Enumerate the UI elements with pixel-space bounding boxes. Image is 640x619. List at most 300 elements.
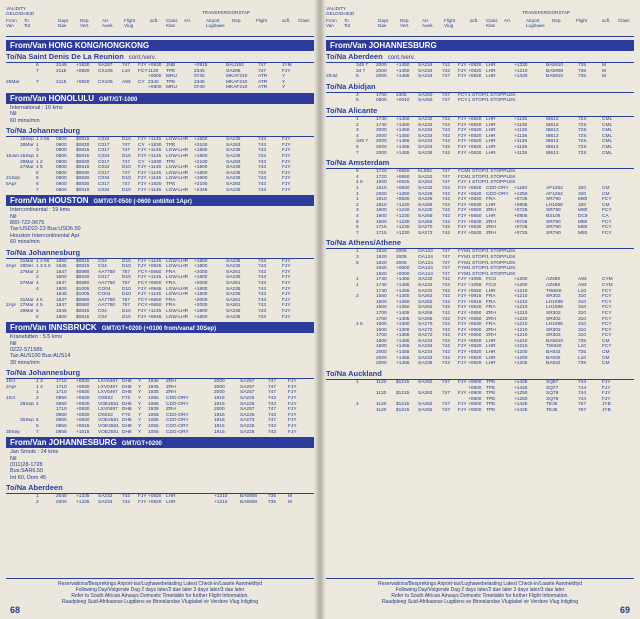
table-cell: 742 — [442, 139, 451, 145]
table-cell: 2345 — [194, 68, 205, 74]
table-cell: +1150 — [514, 185, 528, 191]
table-cell: LHR — [486, 355, 496, 361]
table-cell: +1405 — [396, 310, 410, 316]
table-cell: LGW-LHR — [166, 176, 189, 182]
table-cell: 310 — [578, 333, 587, 339]
table-cell: +0830 — [148, 63, 162, 68]
table-cell: +0945 — [148, 286, 162, 292]
table-cell: C034 — [98, 176, 110, 182]
table-cell: ZRH — [486, 310, 496, 316]
table-cell: SR790 — [546, 230, 561, 236]
table-cell: CM — [602, 191, 610, 197]
table-cell: TPE — [166, 142, 176, 148]
footer-line: Reservations/Besprekings Airport-tax/Lughawebelasting Latest Check-in/Laaste Aanmeldtyd — [57, 581, 262, 587]
table-cell: D10 — [122, 176, 131, 182]
table-cell: BS106 — [546, 213, 561, 219]
table-cell: 747 — [258, 68, 267, 74]
table-cell: SA235 — [226, 258, 241, 264]
destination-heading — [326, 238, 634, 249]
table-cell: +1455 — [396, 282, 410, 288]
table-cell: BA932 — [546, 355, 561, 361]
table-cell: SR302 — [546, 316, 561, 322]
table-cell: FJY — [282, 187, 291, 193]
table-cell: LGW-LHR — [166, 275, 189, 281]
table-cell: 1 — [356, 380, 359, 385]
table-cell: 743 — [258, 314, 267, 320]
table-cell: +1800 — [194, 258, 208, 264]
table-cell: +1145 — [148, 170, 162, 176]
table-cell: SA232 — [418, 117, 433, 122]
table-cell: 7 — [36, 79, 39, 85]
table-cell: SA226 — [418, 197, 433, 203]
table-cell: +1830 — [148, 159, 162, 165]
table-cell: +1200 — [514, 282, 528, 288]
table-row — [6, 430, 314, 436]
table-cell: 2000 — [376, 68, 387, 74]
table-cell: 1 — [36, 494, 39, 500]
table-cell: 1 — [356, 191, 359, 197]
table-cell: +1455 — [396, 355, 410, 361]
table-cell: 2000 — [376, 355, 387, 361]
table-cell: C017 — [98, 159, 110, 165]
table-cell: FYM — [458, 254, 469, 260]
table-cell: 310 — [578, 299, 587, 305]
table-cell: 310 — [578, 305, 587, 311]
table-cell: FJY — [458, 74, 467, 80]
table-cell: $1005 — [76, 286, 90, 292]
table-cell: M80 — [578, 230, 588, 236]
table-cell: SQ78 — [546, 391, 559, 397]
table-cell: 2000 — [376, 361, 387, 367]
table-cell: +0630 — [468, 322, 482, 328]
table-cell: 1 — [356, 282, 359, 288]
table-cell: 1055 — [148, 395, 159, 401]
table-cell: FJY — [458, 139, 467, 145]
table-cell: +0820 — [468, 117, 482, 122]
table-cell: 2 — [36, 395, 39, 401]
table-cell: 6 — [356, 225, 359, 231]
table-cell: +0650 — [148, 297, 162, 303]
table-cell: 2000 — [214, 407, 225, 413]
to-title: To/Na Aberdeen — [6, 483, 63, 493]
table-cell: 735 — [578, 361, 587, 367]
table-cell: 2040 — [56, 494, 67, 500]
table-cell: +1145 — [148, 148, 162, 154]
table-cell: SA235 — [226, 308, 241, 314]
table-cell: CYM — [602, 277, 613, 283]
table-cell: IB613 — [546, 117, 559, 122]
table-cell: SA270 — [418, 225, 433, 231]
table-cell: SA235 — [226, 176, 241, 182]
table-cell: 1 3 56 — [36, 137, 50, 143]
table-cell: +1800 — [194, 264, 208, 270]
table-cell: 0850 — [56, 401, 67, 407]
table-cell: 742 — [442, 288, 451, 294]
table-cell: 4 5 — [36, 297, 43, 303]
table-cell: 1915 — [214, 412, 225, 418]
table-cell: LHR — [486, 117, 496, 122]
table-cell: 735 — [578, 63, 587, 68]
heading-suffix: GMT/GT+0200 — [121, 441, 162, 448]
table-cell: 345 7 — [356, 139, 369, 145]
table-row — [326, 98, 634, 104]
table-cell: CDG-ORY — [166, 395, 189, 401]
table-cell: SA282 — [418, 380, 433, 385]
airport-info — [6, 449, 314, 481]
table-cell: TE36 — [546, 407, 558, 413]
table-cell: 2 — [36, 269, 39, 275]
table-cell: 742 — [442, 68, 451, 74]
table-cell: +0915 — [468, 299, 482, 305]
table-cell: SA268 — [418, 213, 433, 219]
table-cell: +1355 — [396, 333, 410, 339]
info-line: 60 mins/min — [10, 239, 40, 246]
destination-heading — [6, 483, 314, 494]
table-cell: FJY — [138, 63, 147, 68]
table-cell: 2000 — [376, 133, 387, 139]
table-cell: 735 — [578, 74, 587, 80]
table-cell: 743 — [268, 412, 277, 418]
table-cell: FCY — [602, 344, 612, 350]
table-cell: DH8 — [122, 379, 132, 385]
table-cell: 1920 — [376, 249, 387, 255]
table-cell: 742 — [442, 185, 451, 191]
table-cell: CDG-ORY — [486, 191, 509, 197]
schedule-table — [326, 169, 634, 236]
table-cell: 2 — [36, 275, 39, 281]
info-line: Nil — [10, 340, 17, 347]
table-cell: 1120 — [148, 68, 159, 74]
table-cell: SA234 — [418, 144, 433, 150]
table-cell: 4 — [356, 402, 359, 408]
table-cell: D10 — [122, 258, 131, 264]
table-cell: FCO — [486, 282, 497, 288]
table-cell: CY — [138, 142, 145, 148]
table-cell: FJY — [138, 286, 147, 292]
table-cell: SA266 — [418, 310, 433, 316]
table-cell: SA235 — [226, 314, 241, 320]
table-cell: +0820 — [468, 288, 482, 294]
table-cell: 743 — [258, 292, 267, 298]
table-cell: FYM — [458, 260, 469, 266]
table-cell: 742 — [442, 144, 451, 150]
table-cell: 1845 — [56, 292, 67, 298]
table-cell: +0650 — [468, 213, 482, 219]
table-cell: FJY — [458, 63, 467, 68]
table-cell: SA283 — [226, 159, 241, 165]
table-cell: SA232 — [418, 288, 433, 294]
table-cell: 1700 — [376, 316, 387, 322]
table-cell: +2100 — [194, 159, 208, 165]
table-cell: FJY — [282, 264, 291, 270]
table-cell: 1850 — [56, 258, 67, 264]
table-cell: 742 — [442, 133, 451, 139]
table-cell: 7 — [356, 150, 359, 156]
table-cell: 2305 — [396, 92, 407, 98]
table-cell: 744 — [578, 385, 587, 391]
table-cell: +0830 — [76, 379, 90, 385]
table-cell: FJY — [458, 361, 467, 367]
table-cell: 2000 — [56, 499, 67, 505]
table-cell: 1720 — [376, 174, 387, 180]
table-cell: 15Sep — [20, 153, 34, 159]
table-cell: SA234 — [418, 355, 433, 361]
table-cell: FCO — [486, 277, 497, 283]
table-cell: 5 — [356, 260, 359, 266]
table-cell: TPE — [166, 68, 176, 74]
table-cell: +2000 — [194, 297, 208, 303]
table-cell: +0010 — [396, 98, 410, 104]
table-cell: 1740 — [376, 277, 387, 283]
table-cell: 742 — [442, 327, 451, 333]
table-cell: Y — [138, 423, 142, 429]
table-cell: +0000 — [396, 266, 410, 272]
table-cell: CDG-ORY — [486, 185, 509, 191]
table-cell: +0650 — [468, 310, 482, 316]
table-cell: SR302 — [546, 327, 561, 333]
table-cell: +0820 — [148, 494, 162, 500]
table-cell: 1935 — [148, 379, 159, 385]
table-cell: +0820 — [468, 133, 482, 139]
table-cell: 1740 — [376, 288, 387, 294]
table-cell: +1210 — [514, 294, 528, 300]
table-cell: 7 — [36, 68, 39, 74]
table-cell: FYM — [458, 271, 469, 277]
table-cell: 2000 — [376, 150, 387, 156]
table-cell: $0815 — [76, 314, 90, 320]
table-cell: 742 — [122, 499, 131, 505]
table-cell: SA235 — [226, 165, 241, 171]
table-cell: 0800 — [376, 98, 387, 104]
table-cell: MRU — [166, 74, 177, 80]
table-cell: 0800 — [56, 137, 67, 143]
table-cell: 747 — [442, 180, 451, 186]
table-cell: +1210 — [514, 299, 528, 305]
table-cell: SA272 — [418, 230, 433, 236]
table-cell: +0650 — [468, 316, 482, 322]
table-cell: FRA — [486, 305, 496, 311]
table-cell: LHR — [486, 63, 496, 68]
table-cell: 1120 — [376, 380, 387, 385]
table-cell: 5 — [36, 170, 39, 176]
table-cell: ZRH — [486, 230, 496, 236]
table-cell: 1600 — [376, 219, 387, 225]
table-cell: SA270 — [418, 322, 433, 328]
table-cell: +1350 — [396, 299, 410, 305]
table-cell: 743 — [258, 308, 267, 314]
table-cell: +1135 — [514, 122, 528, 128]
table-cell: OA124 — [418, 249, 433, 255]
table-cell: IB613 — [546, 144, 559, 150]
table-cell: DH8 — [122, 407, 132, 413]
table-cell: LXV0497 — [98, 390, 118, 396]
table-cell: +0600 — [148, 74, 162, 80]
table-cell: 2000 — [214, 379, 225, 385]
table-cell: FJY — [458, 197, 467, 203]
table-cell: FJY — [282, 303, 291, 309]
table-row — [326, 151, 634, 157]
table-cell: FJY — [288, 429, 297, 435]
table-cell: FJY — [458, 128, 467, 134]
table-cell: 2Apr — [6, 384, 17, 390]
table-cell: +1210 — [514, 338, 528, 344]
table-cell: 1740 — [376, 282, 387, 288]
info-line: 800-722-9675 — [10, 220, 45, 226]
table-cell: 743 — [268, 429, 277, 435]
table-cell: 1700 — [376, 92, 387, 98]
table-cell: BA932 — [546, 350, 561, 356]
table-cell: CA — [602, 213, 609, 219]
table-cell: +0820 — [468, 122, 482, 128]
table-cell: M — [602, 63, 606, 68]
table-cell: +0945 — [148, 314, 162, 320]
table-cell: +0820 — [468, 344, 482, 350]
table-cell: 6 — [36, 423, 39, 429]
table-cell: SA285 — [226, 68, 241, 74]
table-cell: +1015 — [76, 429, 90, 435]
table-cell: A83 — [122, 79, 131, 85]
table-cell: +1145 — [148, 153, 162, 159]
table-cell: +1455 — [396, 361, 410, 367]
table-cell: TPE — [486, 407, 496, 413]
table-cell: +1830 — [76, 63, 90, 68]
table-cell: VOE2551 — [98, 418, 119, 424]
info-line: Kranebitten : 5.5 kms — [10, 334, 62, 341]
info-line: Int 60, Dom 45 — [10, 474, 47, 481]
table-cell: FJY — [288, 395, 297, 401]
table-cell: SA261 — [226, 303, 241, 309]
info-line: (011)28-1728 — [10, 462, 43, 468]
table-cell: IB613 — [546, 139, 559, 145]
table-cell: +1455 — [396, 74, 410, 80]
table-cell: 1900 — [376, 213, 387, 219]
table-cell: FCY — [602, 225, 612, 231]
table-cell: +0805 — [514, 202, 528, 208]
footer-line: Raadpleeg Suid-Afrikaanse Lugdiens se Binnelandse Vlugtabel vir Verdere Vlug Inligting — [382, 599, 578, 605]
table-cell: 27Mar — [20, 165, 34, 171]
table-cell: FJY — [458, 310, 467, 316]
table-cell: IB613 — [546, 150, 559, 156]
table-cell: +1210 — [514, 333, 528, 339]
table-cell: 747 — [442, 260, 451, 266]
from-title: From/Van HONOLULU — [10, 94, 95, 103]
table-cell: 10ct — [6, 395, 16, 401]
table-cell: 1055 — [148, 429, 159, 435]
table-row — [6, 188, 314, 194]
table-cell: 28Dec — [20, 264, 34, 270]
table-cell: +1230 — [396, 213, 410, 219]
table-cell: SA262 — [418, 305, 433, 311]
table-cell: +1455 — [396, 139, 410, 145]
table-cell: 742 — [442, 208, 451, 214]
table-cell: 2000 — [376, 139, 387, 145]
table-cell: $1215 — [396, 380, 410, 385]
table-cell: SA235 — [226, 292, 241, 298]
table-cell: CML — [602, 139, 613, 145]
table-cell: +1300 — [396, 322, 410, 328]
table-cell: FJY — [458, 225, 467, 231]
table-cell: +0820 — [148, 499, 162, 505]
table-cell: CM — [602, 338, 610, 344]
table-cell: FJY — [458, 133, 467, 139]
table-cell: +1135 — [514, 144, 528, 150]
origin-heading — [326, 40, 634, 51]
table-cell: CYM — [602, 282, 613, 288]
table-cell: OA124 — [418, 260, 433, 266]
table-cell: 1935 — [148, 407, 159, 413]
table-cell: 747 — [442, 391, 451, 397]
table-cell: 1915 — [214, 418, 225, 424]
table-cell: 743 — [258, 303, 267, 309]
table-cell: LHR — [486, 202, 496, 208]
table-cell: LHR — [486, 213, 496, 219]
table-cell: FJY — [458, 407, 467, 413]
table-cell: LHR — [166, 494, 176, 500]
table-cell: 742 — [442, 333, 451, 339]
table-cell: 735 — [578, 68, 587, 74]
table-cell: AZ480 — [546, 277, 561, 283]
table-cell: CX105 — [98, 79, 113, 85]
table-cell: FRA — [166, 269, 176, 275]
table-cell: 1 STOP/1 STOPPLEK — [468, 98, 516, 104]
table-cell: 747 — [442, 254, 451, 260]
table-cell: +1135 — [514, 117, 528, 122]
table-cell: +1210 — [514, 310, 528, 316]
table-cell: 310 — [578, 316, 587, 322]
table-cell: +1230 — [396, 219, 410, 225]
table-cell: FYM — [458, 249, 469, 255]
origin-heading — [6, 322, 314, 333]
table-cell: FJY — [282, 142, 291, 148]
table-cell: TPE — [166, 159, 176, 165]
table-cell: FJY — [282, 280, 291, 286]
table-cell: 0855 — [56, 429, 67, 435]
table-cell: SA236 — [418, 150, 433, 156]
heading-suffix: GMT/GT+0200 (+0100 from/vanaf 30Sep) — [101, 326, 217, 333]
table-cell: 6 — [36, 314, 39, 320]
table-cell: M80 — [578, 208, 588, 214]
table-cell: FJY — [458, 316, 467, 322]
table-cell: FJY — [138, 494, 147, 500]
table-cell: FRA — [166, 303, 176, 309]
schedule-table — [326, 380, 634, 414]
table-cell: LGW-LHR — [166, 148, 189, 154]
info-line: 60 mins/min — [10, 117, 40, 124]
table-cell: ZRH — [486, 208, 496, 214]
table-cell: FCY — [458, 98, 468, 104]
table-cell: BAU192 — [226, 63, 244, 68]
table-cell: D10 — [122, 275, 131, 281]
table-cell: +0800 — [468, 407, 482, 413]
table-cell: 747 — [442, 271, 451, 277]
table-cell: +0830 — [76, 384, 90, 390]
table-cell: +1200 — [514, 277, 528, 283]
table-cell: 2005 — [396, 249, 407, 255]
table-cell: 1920 — [376, 266, 387, 272]
table-cell: FJY — [138, 275, 147, 281]
table-cell: FCM — [458, 169, 469, 175]
table-cell: +0615 — [76, 423, 90, 429]
table-cell: 1800 — [56, 286, 67, 292]
table-cell: FCY — [138, 303, 148, 309]
to-title: To/Na Johannesburg — [6, 368, 81, 378]
table-cell: SA234 — [418, 338, 433, 344]
table-cell: +1800 — [194, 148, 208, 154]
column-header: VALIDITY GELDIGHEID From To Van Tot Days Dae Dep. Vert. Arr. Aank. Flight Vlug acft. Class Klas TRANSFER/OORSTAP Arr. Airport Lughawe Dep. Flight acft. Class — [326, 6, 634, 37]
table-cell: $0815 — [76, 264, 90, 270]
footer-line: Raadpleeg Suid-Afrikaanse Lugdiens se Binnelandse Vlugtabel vir Verdere Vlug Inligting — [62, 599, 258, 605]
table-cell: +2000 — [194, 269, 208, 275]
